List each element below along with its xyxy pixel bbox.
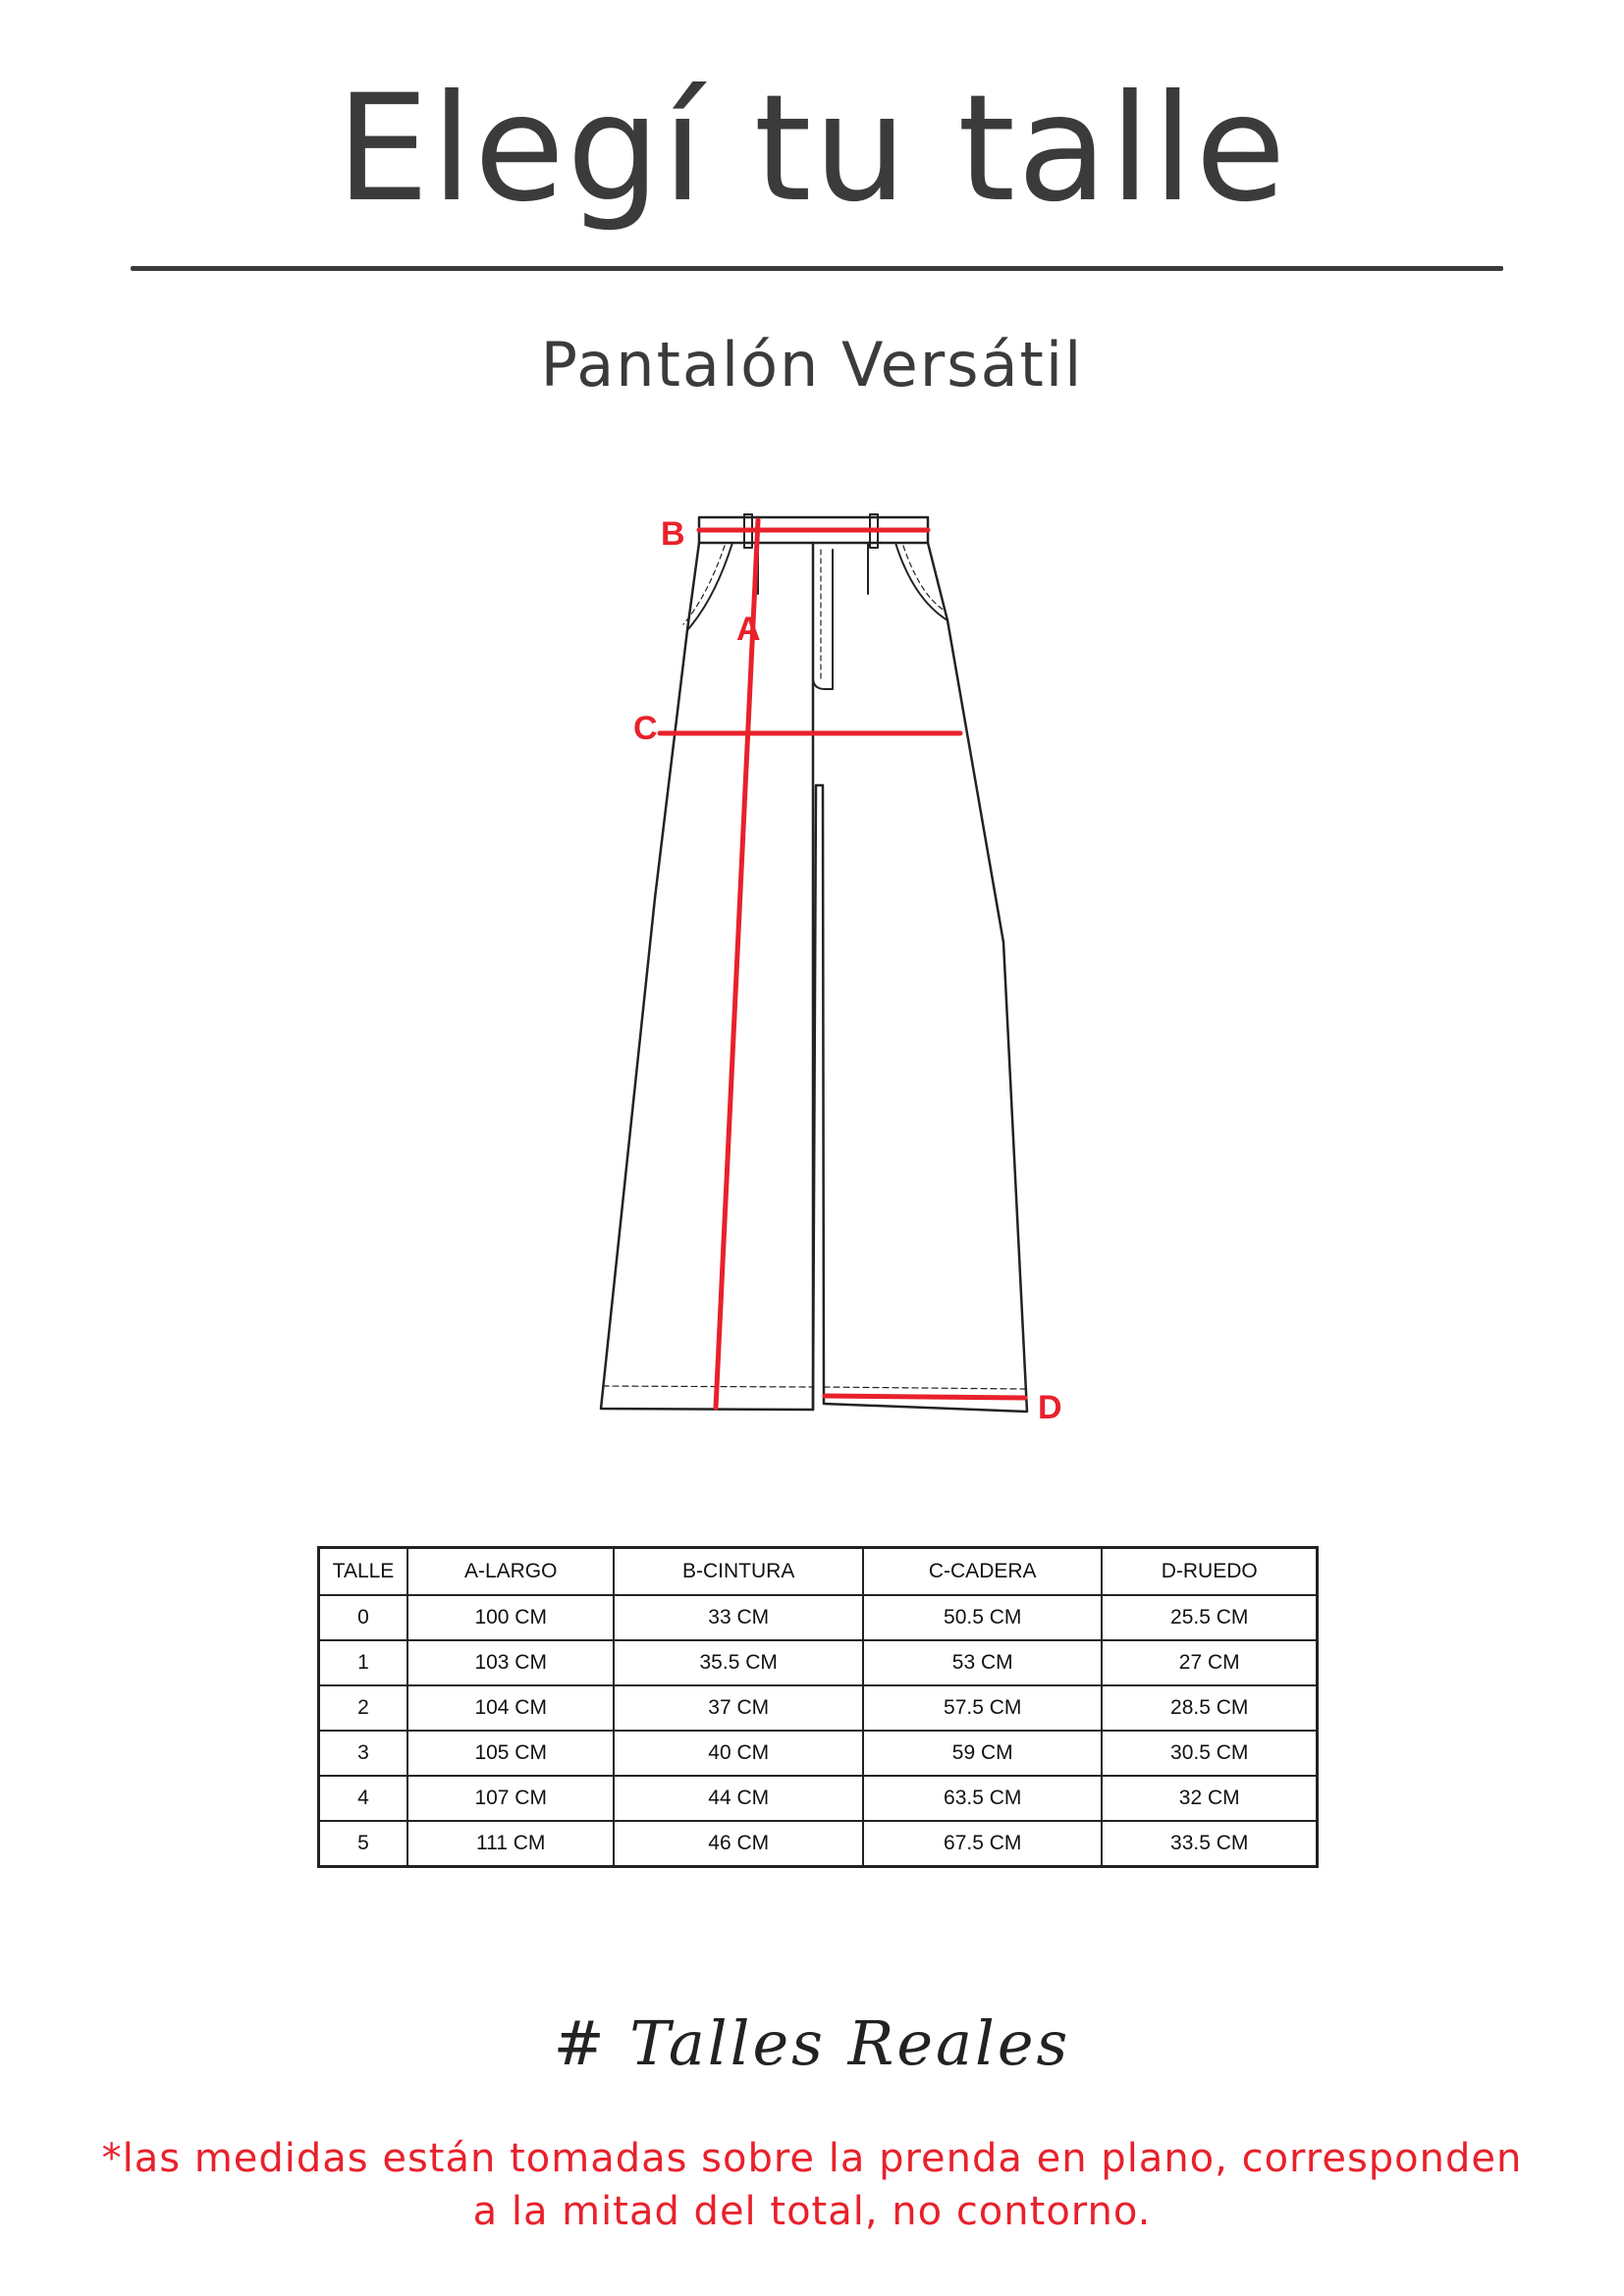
table-cell: 4 <box>319 1776 408 1821</box>
table-header-row <box>319 1548 1318 1596</box>
table-cell: 63.5 CM <box>863 1776 1102 1821</box>
table-row <box>319 1640 1318 1685</box>
table-cell: 27 CM <box>1102 1640 1317 1685</box>
note-line-2: a la mitad del total, no contorno. <box>472 2189 1152 2234</box>
table-cell: 3 <box>319 1731 408 1776</box>
product-name: Pantalón Versátil <box>540 329 1084 400</box>
table-cell: 30.5 CM <box>1102 1731 1317 1776</box>
table-cell: 32 CM <box>1102 1776 1317 1821</box>
table-cell: 0 <box>319 1595 408 1640</box>
table-cell: 1 <box>319 1640 408 1685</box>
label-c: C <box>633 710 658 747</box>
table-cell: 35.5 CM <box>614 1640 863 1685</box>
column-header: TALLE <box>319 1548 408 1596</box>
table-cell: 57.5 CM <box>863 1685 1102 1731</box>
measurement-note <box>88 2132 1536 2238</box>
measure-line-a <box>716 520 758 1408</box>
label-d: D <box>1038 1389 1062 1426</box>
table-row <box>319 1776 1318 1821</box>
table-row <box>319 1821 1318 1867</box>
column-header: D-RUEDO <box>1102 1548 1317 1596</box>
table-cell: 67.5 CM <box>863 1821 1102 1867</box>
table-cell: 44 CM <box>614 1776 863 1821</box>
table-cell: 59 CM <box>863 1731 1102 1776</box>
size-table <box>317 1546 1319 1868</box>
table-cell: 53 CM <box>863 1640 1102 1685</box>
table-cell: 105 CM <box>407 1731 614 1776</box>
measure-line-d <box>825 1396 1025 1398</box>
table-row <box>319 1731 1318 1776</box>
table-row <box>319 1685 1318 1731</box>
table-cell: 25.5 CM <box>1102 1595 1317 1640</box>
table-cell: 33 CM <box>614 1595 863 1640</box>
table-cell: 40 CM <box>614 1731 863 1776</box>
table-cell: 103 CM <box>407 1640 614 1685</box>
table-cell: 5 <box>319 1821 408 1867</box>
table-cell: 104 CM <box>407 1685 614 1731</box>
page-title: Elegí tu talle <box>336 64 1288 235</box>
brand-hashtag: # Talles Reales <box>553 2007 1071 2079</box>
table-row <box>319 1595 1318 1640</box>
table-cell: 46 CM <box>614 1821 863 1867</box>
column-header: C-CADERA <box>863 1548 1102 1596</box>
column-header: A-LARGO <box>407 1548 614 1596</box>
label-b: B <box>661 515 685 553</box>
table-cell: 107 CM <box>407 1776 614 1821</box>
column-header: B-CINTURA <box>614 1548 863 1596</box>
table-cell: 37 CM <box>614 1685 863 1731</box>
table-cell: 111 CM <box>407 1821 614 1867</box>
table-cell: 2 <box>319 1685 408 1731</box>
table-cell: 33.5 CM <box>1102 1821 1317 1867</box>
table-cell: 100 CM <box>407 1595 614 1640</box>
table-cell: 28.5 CM <box>1102 1685 1317 1731</box>
measurement-lines <box>660 520 1025 1408</box>
label-a: A <box>736 611 761 648</box>
table-cell: 50.5 CM <box>863 1595 1102 1640</box>
note-line-1: *las medidas están tomadas sobre la prenda en plano, corresponden <box>101 2136 1523 2181</box>
pants-outline-icon <box>601 514 1027 1412</box>
